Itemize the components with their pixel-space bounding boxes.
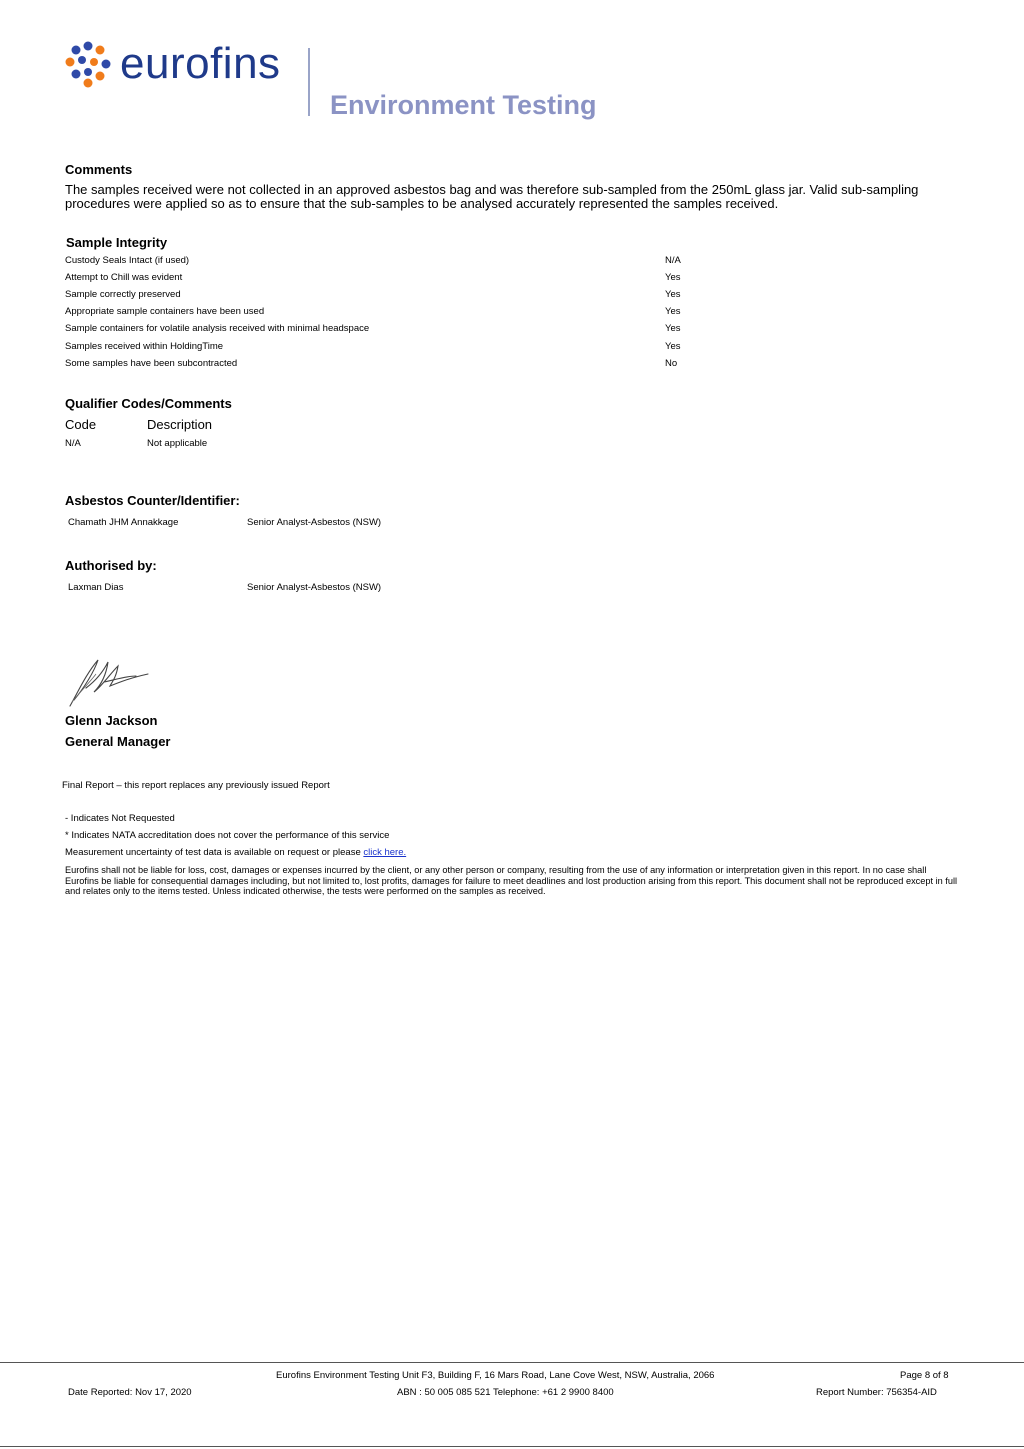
- integrity-label: Sample correctly preserved: [65, 289, 181, 300]
- integrity-row: [65, 289, 705, 306]
- integrity-value: N/A: [665, 255, 681, 266]
- division-name: Environment Testing: [330, 90, 597, 120]
- authorised-by-name: Laxman Dias: [68, 582, 124, 593]
- integrity-value: Yes: [665, 306, 681, 317]
- uncertainty-note: [65, 847, 406, 859]
- comments-title: Comments: [65, 162, 133, 177]
- brand-name: eurofins: [120, 39, 281, 88]
- integrity-row: [65, 306, 705, 323]
- integrity-value: Yes: [665, 323, 681, 334]
- signatory-title: General Manager: [65, 734, 171, 749]
- footer-address: Eurofins Environment Testing Unit F3, Building F, 16 Mars Road, Lane Cove West, NSW, Australia, 2066: [276, 1370, 715, 1381]
- footer-abn: ABN : 50 005 085 521 Telephone: +61 2 9900 8400: [397, 1387, 614, 1398]
- authorised-by-role: Senior Analyst-Asbestos (NSW): [247, 582, 382, 593]
- qualifier-description: Not applicable: [147, 438, 208, 449]
- comments-text: The samples received were not collected in an approved asbestos bag and was therefore sub-sampled from the 250mL glass jar. Valid sub-sampling procedures were applied so as to ensure that the sub-samples to be analysed accurately represented the samples received.: [65, 182, 919, 211]
- not-requested-note: - Indicates Not Requested: [65, 813, 175, 824]
- footer-page-number: Page 8 of 8: [900, 1370, 949, 1381]
- integrity-label: Sample containers for volatile analysis received with minimal headspace: [65, 323, 370, 334]
- integrity-label: Attempt to Chill was evident: [65, 272, 183, 283]
- handwritten-signature-icon: [64, 652, 154, 710]
- integrity-value: No: [665, 358, 678, 369]
- qualifier-title: Qualifier Codes/Comments: [65, 396, 232, 411]
- integrity-label: Appropriate sample containers have been used: [65, 306, 265, 317]
- qualifier-code: N/A: [65, 438, 81, 449]
- integrity-row: [65, 272, 705, 289]
- footer-rule: [0, 1446, 1024, 1447]
- eurofins-logo-icon: [64, 40, 112, 88]
- asbestos-counter-title: Asbestos Counter/Identifier:: [65, 493, 240, 508]
- click-here-link[interactable]: click here.: [363, 847, 407, 858]
- nata-note: * Indicates NATA accreditation does not cover the performance of this service: [65, 830, 390, 841]
- qualifier-code-header: Code: [65, 417, 97, 432]
- integrity-label: Custody Seals Intact (if used): [65, 255, 190, 266]
- footer-date-reported: Date Reported: Nov 17, 2020: [68, 1387, 192, 1398]
- footer-rule: [0, 1362, 1024, 1363]
- integrity-row: [65, 323, 705, 340]
- asbestos-counter-role: Senior Analyst-Asbestos (NSW): [247, 517, 382, 528]
- uncertainty-text: Measurement uncertainty of test data is available on request or please: [65, 847, 364, 858]
- integrity-row: [65, 358, 705, 375]
- signatory-name: Glenn Jackson: [65, 713, 158, 728]
- integrity-row: [65, 255, 705, 272]
- integrity-label: Samples received within HoldingTime: [65, 341, 224, 352]
- header-divider: [308, 48, 310, 116]
- integrity-value: Yes: [665, 272, 681, 283]
- disclaimer-text: Eurofins shall not be liable for loss, cost, damages or expenses incurred by the client, or any other person or company, resulting from the use of any information or interpretation given in this report. In no case shall Eurofins be liable for consequential damages including, but not limited to, lost profits, damages for failure to meet deadlines and lost production arising from this report. This document shall not be reproduced except in full and relates only to the items tested. Unless indicated otherwise, the tests were performed on the samples as received.: [65, 865, 958, 896]
- asbestos-counter-name: Chamath JHM Annakkage: [68, 517, 179, 528]
- qualifier-description-header: Description: [147, 417, 213, 432]
- integrity-value: Yes: [665, 289, 681, 300]
- authorised-by-title: Authorised by:: [65, 558, 157, 573]
- integrity-row: [65, 341, 705, 358]
- final-report-note: Final Report – this report replaces any previously issued Report: [62, 780, 330, 791]
- sample-integrity-title: Sample Integrity: [66, 235, 168, 250]
- footer-report-number: Report Number: 756354-AID: [816, 1387, 937, 1398]
- integrity-label: Some samples have been subcontracted: [65, 358, 238, 369]
- integrity-value: Yes: [665, 341, 681, 352]
